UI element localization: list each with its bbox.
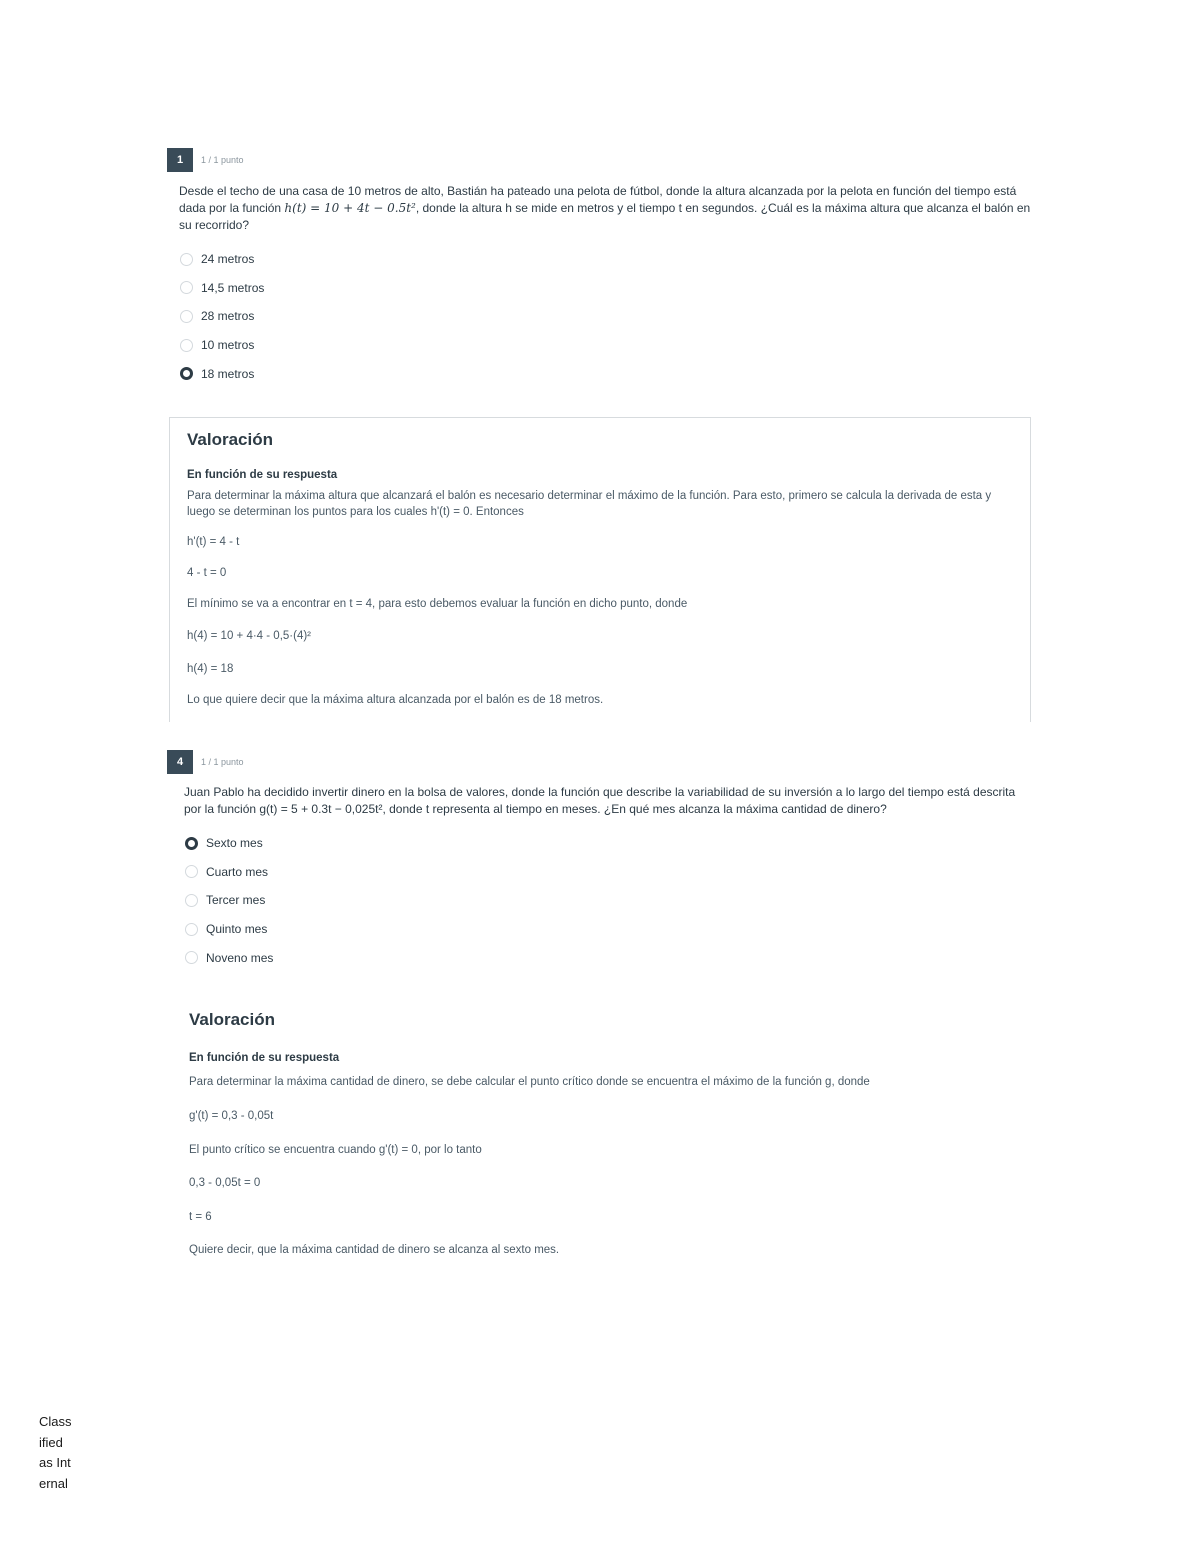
feedback-line: El punto crítico se encuentra cuando g'(t) = 0, por lo tanto (189, 1144, 482, 1156)
question-4-header (167, 750, 244, 774)
feedback-title: Valoración (187, 430, 273, 449)
answer-option[interactable] (180, 245, 264, 274)
question-1-text (179, 183, 1034, 234)
option-label: 10 metros (201, 338, 255, 353)
feedback-line: Lo que quiere decir que la máxima altura alcanzada por el balón es de 18 metros. (187, 694, 604, 706)
question-number: 4 (167, 750, 193, 774)
answer-option[interactable] (180, 331, 264, 360)
question-4-text: Juan Pablo ha decidido invertir dinero en la bolsa de valores, donde la función que describe la variabilidad de su inversión a lo largo del tiempo está descrita por la función g(t) = 5 + 0.3t − 0,025t², donde t representa al tiempo en meses. ¿En qué mes alcanza la máxima cantidad de dinero? (184, 785, 1016, 816)
question-points: 1 / 1 punto (201, 155, 244, 165)
option-label: 18 metros (201, 366, 255, 381)
radio-button[interactable] (185, 951, 198, 964)
question-points: 1 / 1 punto (201, 757, 244, 767)
feedback-line: Para determinar la máxima altura que alcanzará el balón es necesario determinar el máximo de la función. Para esto, primero se calcula la derivada de esta y luego se determinan los puntos para los cuales h'(t) = 0. Entonces (187, 490, 992, 518)
option-label: Quinto mes (206, 922, 268, 937)
feedback-subtitle: En función de su respuesta (189, 1052, 340, 1064)
option-label: Tercer mes (206, 893, 266, 908)
question-1-options (180, 245, 264, 388)
radio-button[interactable] (180, 339, 193, 352)
option-label: 24 metros (201, 252, 255, 267)
feedback-panel-4 (172, 998, 1034, 1278)
answer-option[interactable] (180, 274, 264, 303)
classification-label: Classified as Internal (39, 1414, 72, 1491)
feedback-subtitle: En función de su respuesta (187, 469, 338, 481)
radio-button[interactable] (180, 281, 193, 294)
option-label: Sexto mes (206, 836, 263, 851)
question-number: 1 (167, 148, 193, 172)
answer-option[interactable] (185, 943, 273, 972)
radio-button-checked[interactable] (180, 367, 193, 380)
answer-option[interactable] (185, 915, 273, 944)
option-label: Cuarto mes (206, 864, 269, 879)
feedback-line: Para determinar la máxima cantidad de dinero, se debe calcular el punto crítico donde se encuentra el máximo de la función g, donde (189, 1076, 870, 1088)
answer-option[interactable] (185, 886, 273, 915)
feedback-line: 0,3 - 0,05t = 0 (189, 1177, 261, 1189)
radio-button[interactable] (180, 253, 193, 266)
feedback-panel-1 (169, 417, 1031, 722)
answer-option-selected[interactable] (180, 359, 264, 388)
option-label: 28 metros (201, 309, 255, 324)
option-label: 14,5 metros (201, 280, 265, 295)
feedback-line: h'(t) = 4 - t (187, 536, 240, 548)
radio-button[interactable] (180, 310, 193, 323)
feedback-line: 4 - t = 0 (187, 567, 227, 579)
radio-button-checked[interactable] (185, 837, 198, 850)
answer-option-selected[interactable] (185, 829, 273, 858)
answer-option[interactable] (185, 858, 273, 887)
answer-option[interactable] (180, 302, 264, 331)
feedback-line: El mínimo se va a encontrar en t = 4, para esto debemos evaluar la función en dicho punto, donde (187, 598, 688, 610)
option-label: Noveno mes (206, 950, 274, 965)
question-1-header (167, 148, 244, 172)
feedback-line: g'(t) = 0,3 - 0,05t (189, 1110, 274, 1122)
formula: h(t) = 10 + 4t − 0.5t² (284, 201, 416, 215)
question-text-part: , donde la altura h se mide en metros y el tiempo t en segundos. ¿Cuál es la máxima altura que alcanza el balón en su recorrido? (179, 201, 1031, 232)
feedback-title: Valoración (189, 1010, 275, 1029)
feedback-line: Quiere decir, que la máxima cantidad de dinero se alcanza al sexto mes. (189, 1244, 560, 1256)
feedback-line: h(4) = 10 + 4·4 - 0,5·(4)² (187, 630, 311, 642)
radio-button[interactable] (185, 894, 198, 907)
radio-button[interactable] (185, 923, 198, 936)
question-4-options (185, 829, 273, 972)
feedback-line: h(4) = 18 (187, 663, 234, 675)
feedback-line: t = 6 (189, 1211, 212, 1223)
radio-button[interactable] (185, 865, 198, 878)
question-text-part: Desde el techo de una casa de 10 metros de alto, Bastián ha pateado una pelota de fútbol, donde la altura alcanzada por la pelota en función del tiempo está dada por la función (179, 184, 1017, 215)
